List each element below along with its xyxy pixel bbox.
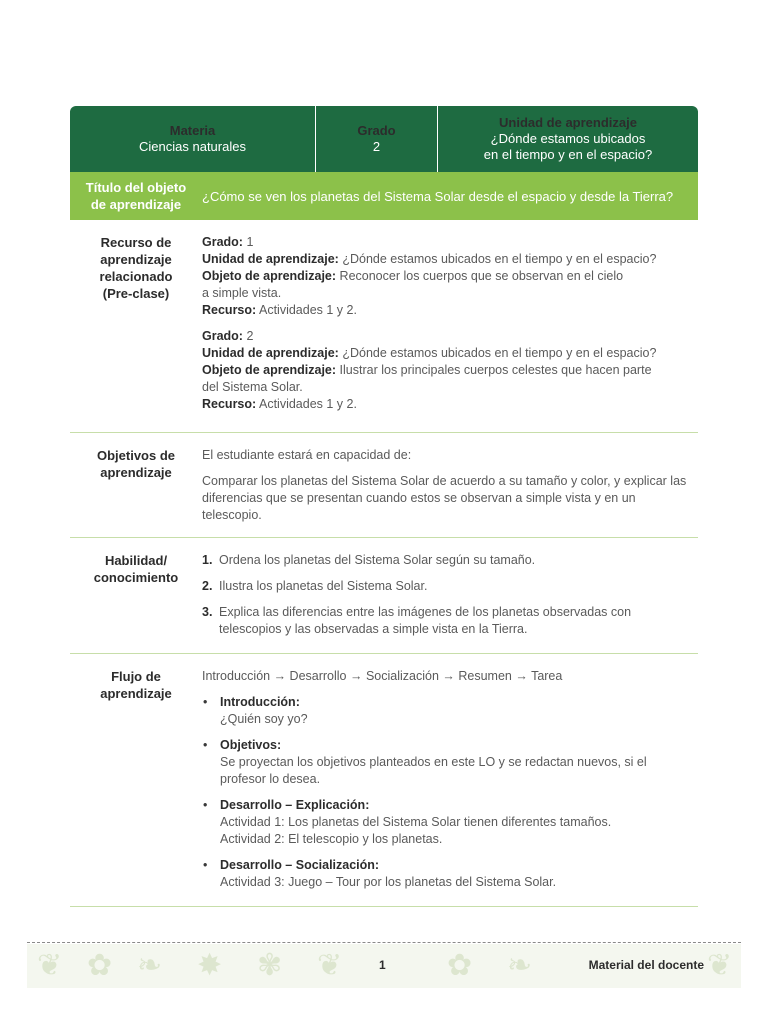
recurso-key: Recurso: xyxy=(202,397,257,411)
habilidad-label-line2: conocimiento xyxy=(93,570,179,585)
recurso-body xyxy=(202,220,698,432)
recurso-key: Recurso: xyxy=(202,303,257,317)
leaf-icon: ❧ xyxy=(507,949,533,982)
objeto-key: Objeto de aprendizaje: xyxy=(202,363,337,377)
flujo-body xyxy=(202,654,698,906)
item-number: 3. xyxy=(202,605,213,619)
unidad-line xyxy=(202,251,690,268)
flujo-row xyxy=(70,654,698,907)
item-text: Se proyectan los objetivos planteados en este LO y se redactan nuevos, si el profesor lo desea. xyxy=(220,755,647,786)
objeto-val-cont: a simple vista. xyxy=(202,286,282,300)
habilidad-body xyxy=(202,538,698,653)
leaf-icon: ❦ xyxy=(707,949,733,982)
grado-key: Grado: xyxy=(202,235,243,249)
recurso-val: Actividades 1 y 2. xyxy=(258,397,357,411)
habilidad-label-line1: Habilidad/ xyxy=(104,553,168,568)
habilidad-label xyxy=(70,538,202,653)
grado-label: Grado xyxy=(357,123,396,138)
grado-cell xyxy=(316,106,438,172)
unidad-line xyxy=(202,345,690,362)
objeto-line xyxy=(202,268,690,285)
grado-value: 2 xyxy=(372,139,381,154)
flujo-label-line2: aprendizaje xyxy=(100,686,172,701)
materia-value: Ciencias naturales xyxy=(139,139,246,154)
list-item xyxy=(202,552,690,569)
page-number: 1 xyxy=(379,958,386,972)
title-label-line2: de aprendizaje xyxy=(90,197,182,212)
objetivos-intro: El estudiante estará en capacidad de: xyxy=(202,448,412,462)
table-header xyxy=(70,106,698,172)
list-item xyxy=(202,604,690,638)
objeto-line xyxy=(202,362,690,379)
leaf-icon: ❦ xyxy=(317,949,343,982)
list-item xyxy=(202,694,690,728)
unidad-value-line2: en el tiempo y en el espacio? xyxy=(483,147,653,162)
list-item xyxy=(202,857,690,891)
recurso-label xyxy=(70,220,202,432)
star-icon: ✸ xyxy=(197,949,223,982)
unidad-key: Unidad de aprendizaje: xyxy=(202,252,339,266)
objetivos-body xyxy=(202,433,698,537)
objeto-key: Objeto de aprendizaje: xyxy=(202,269,337,283)
title-value: ¿Cómo se ven los planetas del Sistema Solar desde el espacio y desde la Tierra? xyxy=(202,188,674,204)
item-title: Desarrollo – Explicación: xyxy=(220,798,370,812)
recurso-line xyxy=(202,396,690,413)
title-label xyxy=(70,179,202,213)
item-text: Ordena los planetas del Sistema Solar según su tamaño. xyxy=(219,553,536,567)
grado-line xyxy=(202,328,690,345)
item-number: 1. xyxy=(202,553,213,567)
footer-label: Material del docente xyxy=(588,958,704,972)
unidad-key: Unidad de aprendizaje: xyxy=(202,346,339,360)
grado-val: 2 xyxy=(246,329,254,343)
unidad-val: ¿Dónde estamos ubicados en el tiempo y en el espacio? xyxy=(342,346,657,360)
unidad-cell xyxy=(438,106,698,172)
recurso-line xyxy=(202,302,690,319)
flower-icon: ✿ xyxy=(87,949,113,982)
objetivos-row xyxy=(70,433,698,538)
objetivos-text: Comparar los planetas del Sistema Solar de acuerdo a su tamaño y color, y explicar las diferencias que se presentan cuando estos se observan a simple vista y en un telescopio. xyxy=(202,474,687,522)
objetivos-label-line2: aprendizaje xyxy=(100,465,172,480)
leaf-icon: ❧ xyxy=(137,949,163,982)
recurso-row xyxy=(70,220,698,433)
footer-divider xyxy=(27,942,741,943)
leaf-icon: ❦ xyxy=(37,949,63,982)
habilidad-row xyxy=(70,538,698,654)
bullet-icon: • xyxy=(203,858,208,872)
flower-icon: ✾ xyxy=(257,949,283,982)
flujo-label xyxy=(70,654,202,906)
unidad-value-line1: ¿Dónde estamos ubicados xyxy=(490,131,646,146)
item-title: Objetivos: xyxy=(220,738,282,752)
recurso-label-line3: relacionado xyxy=(99,269,173,284)
item-text: Actividad 2: El telescopio y los planetas. xyxy=(220,832,443,846)
materia-cell xyxy=(70,106,316,172)
item-text: ¿Quién soy yo? xyxy=(220,712,308,726)
flujo-sequence: Introducción → Desarrollo → Socialización → Resumen → Tarea xyxy=(202,669,563,683)
bullet-icon: • xyxy=(203,738,208,752)
item-text: Ilustra los planetas del Sistema Solar. xyxy=(219,579,428,593)
recurso-label-line2: aprendizaje xyxy=(100,252,172,267)
list-item xyxy=(202,578,690,595)
materia-label: Materia xyxy=(169,123,216,138)
list-item xyxy=(202,737,690,788)
bullet-icon: • xyxy=(203,798,208,812)
objeto-val: Ilustrar los principales cuerpos celestes que hacen parte xyxy=(339,363,652,377)
recurso-label-line1: Recurso de xyxy=(100,235,172,250)
grado-val: 1 xyxy=(246,235,254,249)
item-number: 2. xyxy=(202,579,213,593)
objeto-val-cont: del Sistema Solar. xyxy=(202,380,303,394)
item-text: Actividad 1: Los planetas del Sistema Solar tienen diferentes tamaños. xyxy=(220,815,612,829)
recurso-val: Actividades 1 y 2. xyxy=(258,303,357,317)
grado-line xyxy=(202,234,690,251)
lesson-plan-table xyxy=(70,106,698,907)
recurso-label-line4: (Pre-clase) xyxy=(102,286,170,301)
objetivos-label xyxy=(70,433,202,537)
title-row xyxy=(70,172,698,220)
unidad-val: ¿Dónde estamos ubicados en el tiempo y en el espacio? xyxy=(342,252,657,266)
item-text: Explica las diferencias entre las imágenes de los planetas observadas con telescopios y las observadas a simple vista en la Tierra. xyxy=(219,605,632,636)
grado-key: Grado: xyxy=(202,329,243,343)
bullet-icon: • xyxy=(203,695,208,709)
list-item xyxy=(202,797,690,848)
flower-icon: ✿ xyxy=(447,949,473,982)
objeto-val: Reconocer los cuerpos que se observan en el cielo xyxy=(339,269,624,283)
title-label-line1: Título del objeto xyxy=(85,180,187,195)
item-text: Actividad 3: Juego – Tour por los planetas del Sistema Solar. xyxy=(220,875,557,889)
item-title: Introducción: xyxy=(220,695,300,709)
item-title: Desarrollo – Socialización: xyxy=(220,858,380,872)
unidad-label: Unidad de aprendizaje xyxy=(499,115,637,130)
flujo-label-line1: Flujo de xyxy=(111,669,161,684)
objetivos-label-line1: Objetivos de xyxy=(96,448,176,463)
